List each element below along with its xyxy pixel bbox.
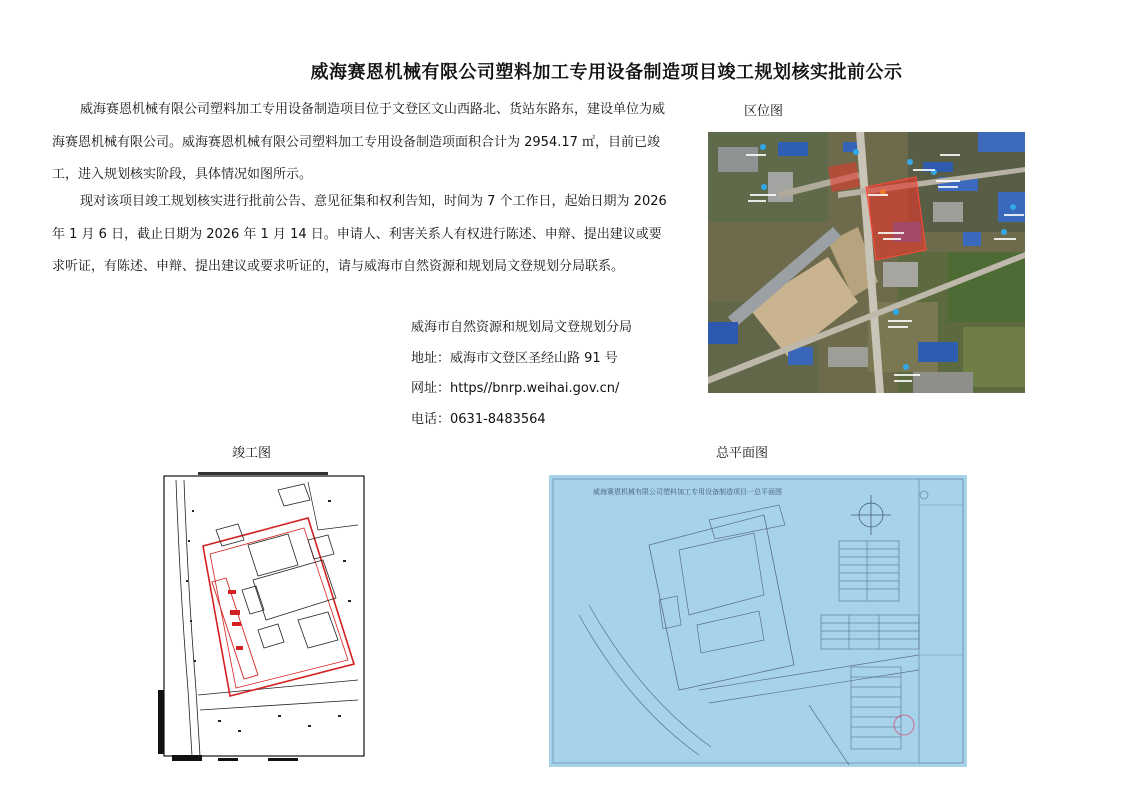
- signature-phone: 电话：0631-8483564: [411, 411, 546, 427]
- notice-paragraph-text: 现对该项目竣工规划核实进行批前公告、意见征集和权利告知，时间为 7 个工作日，起始日期为 2026 年 1 月 6 日，截止日期为 2026 年 1 月 14 日。申请人、利害关系人有权进行陈述、申辩、提出建议或要求听证，有陈述、申辩、提出建议或要求听证的，请与威海市自然资源和规划局文登规划分局联系。: [52, 194, 671, 274]
- location-map-caption: 区位图: [744, 104, 784, 119]
- signature-website: 网址：https//bnrp.weihai.gov.cn/: [411, 381, 620, 397]
- intro-paragraph: [52, 94, 672, 192]
- master-plan-caption: 总平面图: [716, 446, 769, 461]
- notice-paragraph: [52, 186, 672, 284]
- intro-paragraph-text: 威海赛恩机械有限公司塑料加工专用设备制造项目位于文登区文山西路北、货站东路东，建设单位为威海赛恩机械有限公司。威海赛恩机械有限公司塑料加工专用设备制造项面积合计为 2954.17 ㎡，目前已竣工，进入规划核实阶段，具体情况如图所示。: [52, 102, 666, 182]
- signature-org: 威海市自然资源和规划局文登规划分局: [411, 320, 633, 335]
- signature-block: [411, 313, 632, 435]
- page-title-text: 威海赛恩机械有限公司塑料加工专用设备制造项目竣工规划核实批前公示: [310, 62, 903, 83]
- page-title: [0, 58, 1127, 84]
- signature-address: 地址：威海市文登区圣经山路 91 号: [411, 350, 618, 366]
- completion-drawing-caption: 竣工图: [232, 446, 272, 461]
- master-plan-title: 威海赛恩机械有限公司塑料加工专用设备制造项目一总平面图: [593, 488, 782, 496]
- completion-drawing-image: [158, 470, 370, 767]
- master-plan-image: [549, 475, 967, 767]
- location-map-image: [708, 132, 1025, 393]
